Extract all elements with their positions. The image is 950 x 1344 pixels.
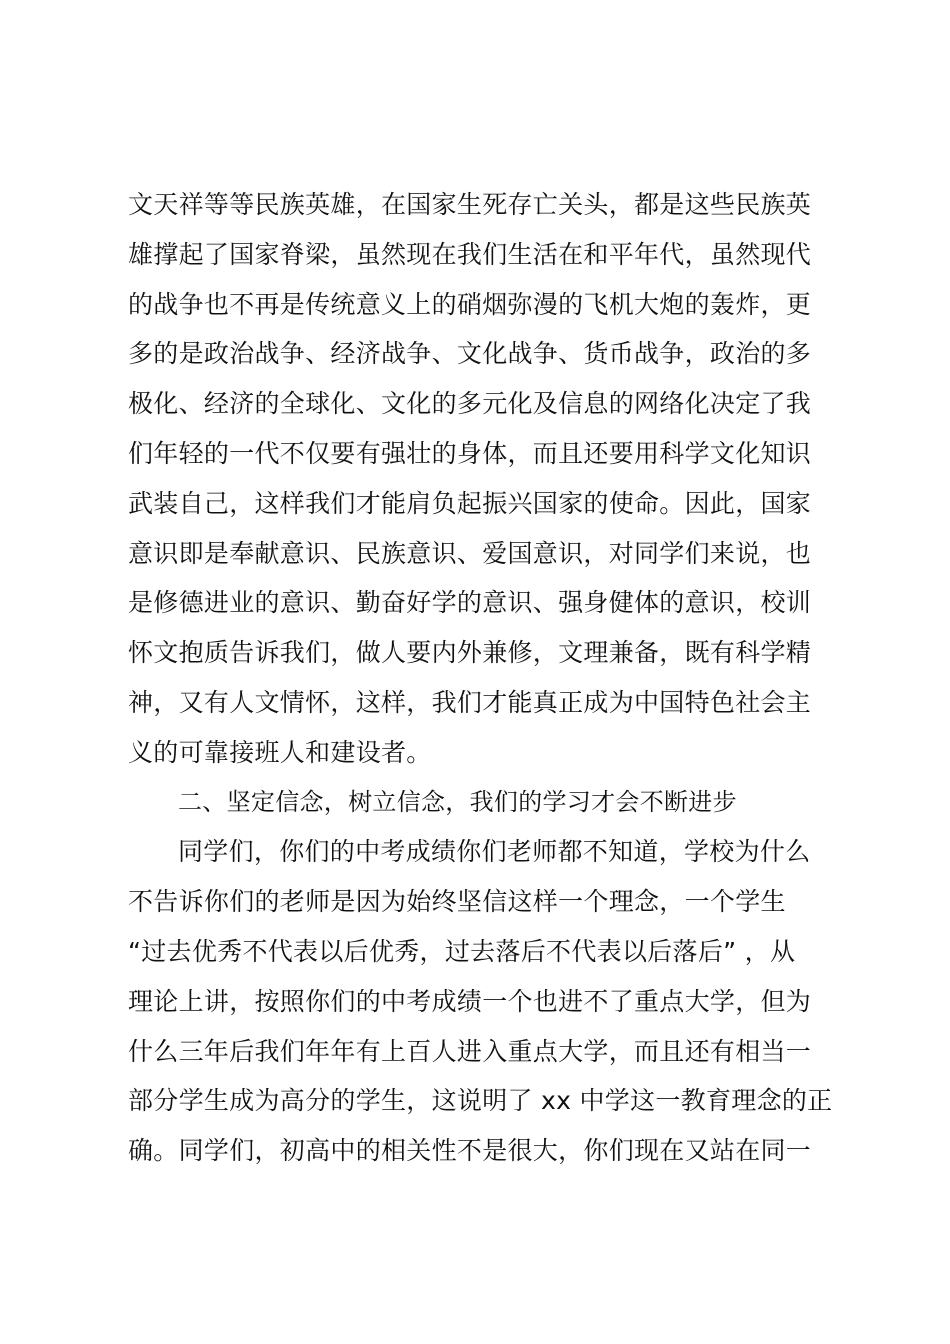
paragraph-line-18: 什么三年后我们年年有上百人进入重点大学，而且还有相当一 bbox=[128, 1036, 812, 1066]
paragraph-line-20: 确。同学们，初高中的相关性不是很大，你们现在又站在同一 bbox=[128, 1136, 812, 1166]
paragraph-line-15: 不告诉你们的老师是因为始终坚信这样一个理念，一个学生 bbox=[128, 887, 786, 917]
paragraph-line-2: 雄撑起了国家脊梁，虽然现在我们生活在和平年代，虽然现代 bbox=[128, 239, 812, 269]
paragraph-line-9: 是修德进业的意识、勤奋好学的意识、强身健体的意识，校训 bbox=[128, 588, 812, 618]
paragraph-line-11: 神，又有人文情怀，这样，我们才能真正成为中国特色社会主 bbox=[128, 687, 812, 717]
document-body bbox=[128, 180, 838, 1176]
section-heading: 二、坚定信念，树立信念，我们的学习才会不断进步 bbox=[178, 787, 737, 816]
paragraph-line-10: 怀文抱质告诉我们，做人要内外兼修，文理兼备，既有科学精 bbox=[128, 638, 812, 668]
paragraph-line-8: 意识即是奉献意识、民族意识、爱国意识，对同学们来说，也 bbox=[128, 538, 812, 568]
paragraph-line-3: 的战争也不再是传统意义上的硝烟弥漫的飞机大炮的轰炸，更 bbox=[128, 289, 812, 319]
paragraph-line-16: “过去优秀不代表以后优秀，过去落后不代表以后落后” ，从 bbox=[128, 936, 796, 966]
paragraph-line-7: 武装自己，这样我们才能肩负起振兴国家的使命。因此，国家 bbox=[128, 488, 812, 518]
paragraph-line-14: 同学们，你们的中考成绩你们老师都不知道，学校为什么 bbox=[178, 837, 811, 867]
paragraph-line-19: 部分学生成为高分的学生，这说明了 xx 中学这一教育理念的正 bbox=[128, 1086, 833, 1116]
paragraph-line-5: 极化、经济的全球化、文化的多元化及信息的网络化决定了我 bbox=[128, 389, 812, 419]
paragraph-line-1: 文天祥等等民族英雄，在国家生死存亡关头，都是这些民族英 bbox=[128, 190, 812, 219]
paragraph-line-4: 多的是政治战争、经济战争、文化战争、货币战争，政治的多 bbox=[128, 339, 812, 369]
paragraph-line-17: 理论上讲，按照你们的中考成绩一个也进不了重点大学，但为 bbox=[128, 986, 812, 1016]
paragraph-line-12: 义的可靠接班人和建设者。 bbox=[128, 737, 432, 767]
paragraph-line-6: 们年轻的一代不仅要有强壮的身体，而且还要用科学文化知识 bbox=[128, 438, 812, 468]
